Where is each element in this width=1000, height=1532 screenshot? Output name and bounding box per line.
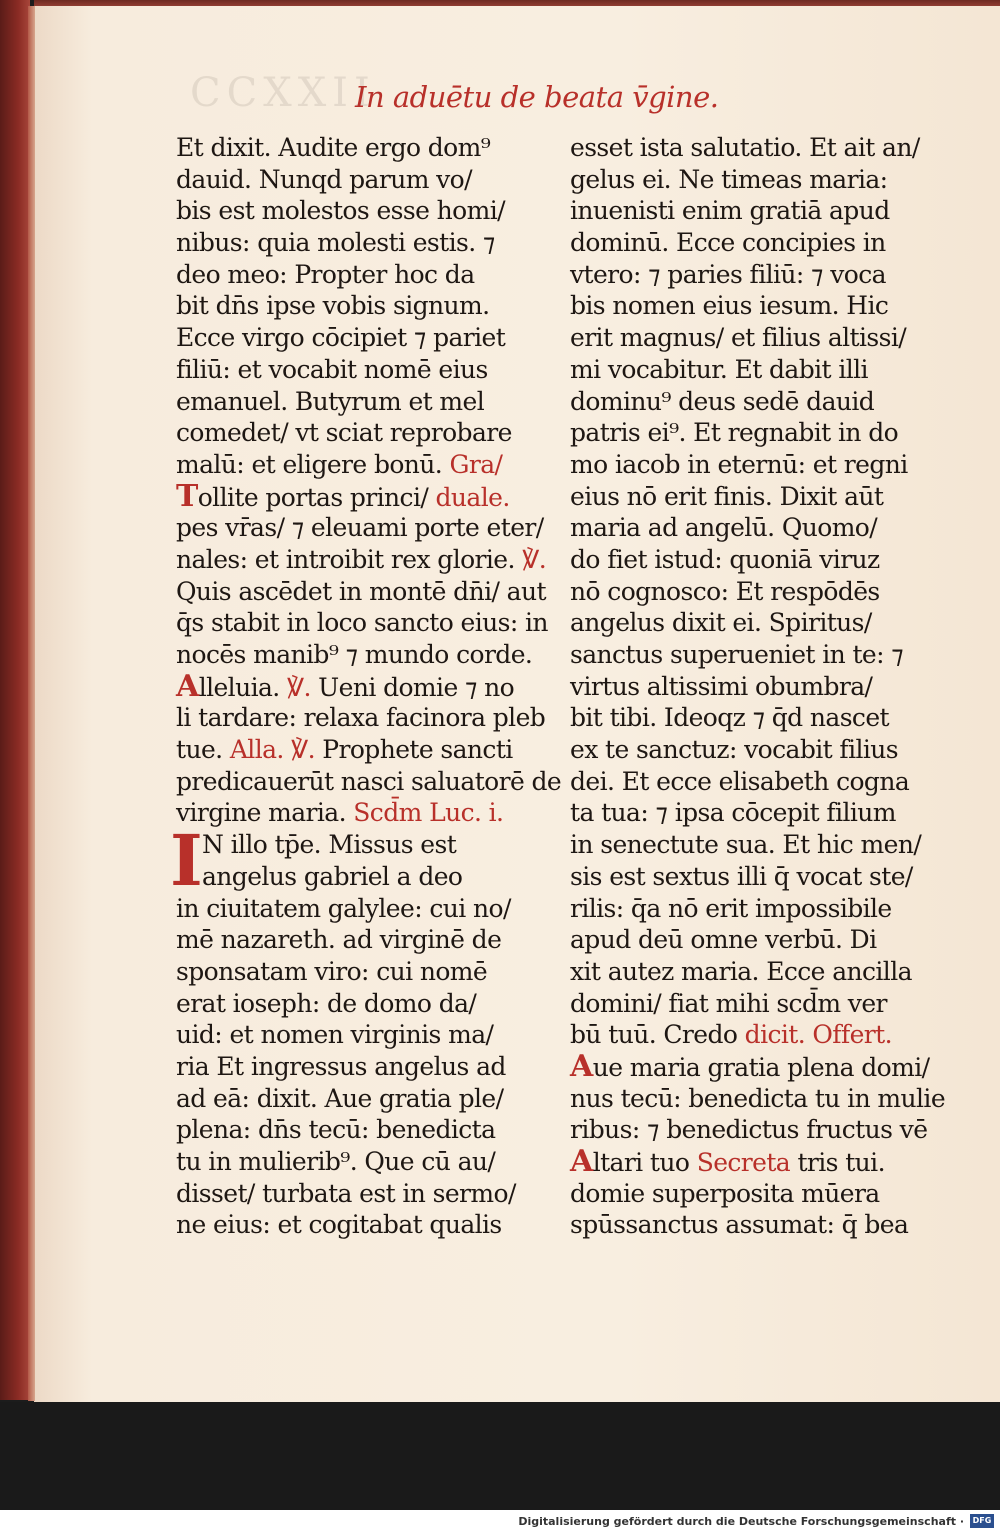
left-column-line bbox=[176, 829, 526, 861]
left-column-line bbox=[176, 1114, 526, 1146]
right-column-line bbox=[570, 449, 915, 481]
right-column-line bbox=[570, 702, 915, 734]
right-column-line bbox=[570, 893, 915, 925]
left-column-line bbox=[176, 734, 526, 766]
text-segment: virtus altissimi obumbra/ bbox=[570, 671, 873, 701]
right-column-line bbox=[570, 1048, 930, 1084]
left-column-line bbox=[176, 512, 544, 544]
text-segment: tu in mulierib⁹. Que cū au/ bbox=[176, 1147, 496, 1176]
red-initial: A bbox=[570, 1144, 593, 1179]
text-segment: eius nō erit finis. Dixit aūt bbox=[570, 481, 884, 511]
left-column-line bbox=[176, 1146, 526, 1178]
right-column-line bbox=[570, 861, 915, 893]
text-segment: mo iacob in eternū: et regni bbox=[570, 449, 908, 479]
right-column-line bbox=[570, 988, 915, 1020]
left-column-line bbox=[176, 893, 526, 925]
right-column-line bbox=[570, 417, 915, 449]
text-segment: inuenisti enim gratiā apud bbox=[570, 196, 890, 226]
text-segment: esset ista salutatio. Et ait an/ bbox=[570, 133, 920, 162]
gospel-initial: I bbox=[170, 819, 203, 902]
right-column-line bbox=[570, 924, 915, 956]
right-column-line bbox=[570, 1209, 915, 1241]
text-segment: spūssanctus assumat: q̄ bea bbox=[570, 1210, 909, 1240]
right-column-line bbox=[570, 829, 922, 861]
left-column-line bbox=[176, 544, 547, 576]
text-segment: predicauerūt nasci saluatorē de bbox=[176, 766, 562, 796]
text-segment: apud deū omne verbū. Di bbox=[570, 925, 877, 955]
text-segment: N illo tp̄e. Missus est bbox=[202, 830, 457, 860]
right-column-line bbox=[570, 1083, 946, 1115]
rubric-text: dicit. Offert. bbox=[744, 1020, 892, 1050]
right-column-line bbox=[570, 132, 920, 164]
rubric-text: ℣. bbox=[286, 672, 311, 702]
text-segment: in senectute sua. Et hic men/ bbox=[570, 830, 922, 860]
text-segment: sanctus superueniet in te: ⁊ bbox=[570, 640, 904, 669]
text-segment: Prophete sancti bbox=[314, 735, 513, 765]
red-initial: A bbox=[176, 668, 199, 704]
text-segment: ribus: ⁊ benedictus fructus vē bbox=[570, 1115, 928, 1145]
right-column-line bbox=[570, 481, 915, 513]
left-column-line bbox=[176, 354, 526, 386]
text-segment: domini/ fiat mihi scd̄m ver bbox=[570, 988, 887, 1018]
text-segment: deo meo: Propter hoc da bbox=[176, 259, 475, 289]
right-column-line bbox=[570, 734, 915, 766]
left-column-line bbox=[176, 478, 526, 514]
left-column-line bbox=[176, 1209, 526, 1241]
text-segment: xit autez maria. Ecce ancilla bbox=[570, 956, 912, 986]
rubric-text: duale. bbox=[435, 482, 510, 512]
text-segment: ex te sanctuz: vocabit filius bbox=[570, 735, 898, 765]
running-heading: In aduētu de beata v̄gine. bbox=[355, 80, 719, 114]
left-column-line bbox=[176, 290, 526, 322]
text-segment: dominu⁹ deus sedē dauid bbox=[570, 386, 875, 416]
text-segment: erit magnus/ et filius altissi/ bbox=[570, 323, 907, 353]
red-initial: A bbox=[570, 1048, 593, 1084]
text-segment: Ecce virgo cōcipiet ⁊ pariet bbox=[176, 323, 506, 353]
right-column-line bbox=[570, 1114, 928, 1146]
text-segment: bis nomen eius iesum. Hic bbox=[570, 291, 889, 321]
right-column-line bbox=[570, 354, 915, 386]
text-segment: Ueni domie ⁊ no bbox=[310, 672, 515, 702]
text-segment: in ciuitatem galylee: cui no/ bbox=[176, 893, 511, 923]
left-column-line bbox=[176, 668, 526, 704]
text-segment: dauid. Nunqd parum vo/ bbox=[176, 164, 472, 194]
text-segment: angelus gabriel a deo bbox=[202, 861, 463, 891]
text-segment: ne eius: et cogitabat qualis bbox=[176, 1210, 502, 1240]
left-column-line bbox=[176, 1083, 526, 1115]
text-segment: bis est molestos esse homi/ bbox=[176, 196, 505, 226]
text-segment: nibus: quia molesti estis. ⁊ bbox=[176, 228, 495, 258]
text-segment: dei. Et ecce elisabeth cogna bbox=[570, 766, 910, 796]
right-column-line bbox=[570, 195, 915, 227]
rubric-text: ℣. bbox=[522, 544, 547, 574]
right-column-line bbox=[570, 639, 915, 671]
text-segment: bit tibi. Ideoqz ⁊ q̄d nascet bbox=[570, 703, 889, 733]
left-column-line bbox=[176, 861, 526, 893]
text-segment: lleluia. bbox=[198, 672, 287, 702]
text-segment: ria Et ingressus angelus ad bbox=[176, 1051, 506, 1081]
right-column-line bbox=[570, 576, 915, 608]
left-column-line bbox=[176, 132, 526, 164]
text-segment: angelus dixit ei. Spiritus/ bbox=[570, 608, 872, 638]
left-column-line bbox=[176, 702, 546, 734]
right-column-line bbox=[570, 797, 915, 829]
left-column-line bbox=[176, 576, 546, 608]
right-column-line bbox=[570, 1146, 915, 1178]
text-segment: Et dixit. Audite ergo dom⁹ bbox=[176, 133, 491, 162]
text-segment: rilis: q̄a nō erit impossibile bbox=[570, 893, 892, 923]
left-column-line bbox=[176, 386, 526, 418]
text-segment: malū: et eligere bonū. bbox=[176, 449, 450, 479]
rubric-text: Secreta bbox=[696, 1148, 791, 1177]
right-column-line bbox=[570, 386, 915, 418]
text-segment: comedet/ vt sciat reprobare bbox=[176, 418, 512, 448]
left-column-line bbox=[176, 1178, 526, 1210]
rubric-text: Scd̄m Luc. i. bbox=[353, 798, 504, 828]
text-segment: emanuel. Butyrum et mel bbox=[176, 386, 485, 416]
text-segment: q̄s stabit in loco sancto eius: in bbox=[176, 608, 548, 638]
left-column-line bbox=[176, 1051, 526, 1083]
text-segment: do fiet istud: quoniā viruz bbox=[570, 544, 880, 574]
text-segment: maria ad angelū. Quomo/ bbox=[570, 513, 878, 543]
bleed-through-folio: CCXXII bbox=[190, 70, 376, 116]
right-column-line bbox=[570, 766, 915, 798]
right-column-line bbox=[570, 1019, 915, 1051]
text-segment: ue maria gratia plena domi/ bbox=[592, 1052, 930, 1082]
left-text-column bbox=[170, 132, 562, 1241]
text-segment: erat ioseph: de domo da/ bbox=[176, 988, 477, 1018]
left-column-line bbox=[176, 417, 526, 449]
right-column-line bbox=[570, 227, 915, 259]
left-column-line bbox=[176, 988, 526, 1020]
text-segment: mē nazareth. ad virginē de bbox=[176, 925, 502, 955]
text-segment: pes vr̄as/ ⁊ eleuami porte eter/ bbox=[176, 513, 544, 543]
text-segment: vtero: ⁊ paries filiū: ⁊ voca bbox=[570, 259, 886, 289]
left-column-line bbox=[176, 195, 526, 227]
footer-credit: Digitalisierung gefördert durch die Deutsche Forschungsgemeinschaft · bbox=[518, 1515, 964, 1528]
rubric-text: Alla. ℣. bbox=[229, 735, 315, 765]
text-segment: tue. bbox=[176, 735, 230, 765]
left-column-line bbox=[176, 164, 526, 196]
text-segment: patris ei⁹. Et regnabit in do bbox=[570, 418, 899, 448]
red-initial: T bbox=[176, 478, 198, 514]
text-segment: domie superposita mūera bbox=[570, 1178, 880, 1208]
right-column-line bbox=[570, 164, 915, 196]
text-segment: bit dn̄s ipse vobis signum. bbox=[176, 291, 490, 321]
left-column-line bbox=[176, 956, 526, 988]
left-column-line bbox=[176, 607, 548, 639]
text-segment: ad eā: dixit. Aue gratia ple/ bbox=[176, 1083, 504, 1113]
text-segment: sponsatam viro: cui nomē bbox=[176, 956, 488, 986]
text-segment: uid: et nomen virginis ma/ bbox=[176, 1020, 494, 1050]
text-segment: filiū: et vocabit nomē eius bbox=[176, 354, 488, 384]
text-segment: nocēs manib⁹ ⁊ mundo corde. bbox=[176, 640, 533, 669]
text-segment: dominū. Ecce concipies in bbox=[570, 228, 886, 258]
left-column-line bbox=[176, 797, 526, 829]
text-segment: plena: dn̄s tecū: benedicta bbox=[176, 1115, 496, 1145]
right-column-line bbox=[570, 544, 915, 576]
text-segment: tris tui. bbox=[790, 1148, 885, 1177]
left-column-line bbox=[176, 924, 526, 956]
text-segment: disset/ turbata est in sermo/ bbox=[176, 1178, 516, 1208]
text-segment: nō cognosco: Et respōdēs bbox=[570, 576, 880, 606]
text-segment: ltari tuo bbox=[592, 1148, 697, 1177]
right-column-line bbox=[570, 512, 915, 544]
text-segment: ta tua: ⁊ ipsa cōcepit filium bbox=[570, 798, 896, 828]
text-segment: Quis ascēdet in montē dn̄i/ aut bbox=[176, 576, 546, 606]
left-column-line bbox=[176, 639, 533, 671]
text-segment: virgine maria. bbox=[176, 798, 354, 828]
right-column-line bbox=[570, 671, 915, 703]
dfg-logo-icon: DFG bbox=[970, 1514, 994, 1528]
text-segment: ollite portas princi/ bbox=[197, 482, 436, 512]
right-column-line bbox=[570, 1178, 915, 1210]
right-column-line bbox=[570, 259, 915, 291]
left-column-line bbox=[176, 227, 526, 259]
left-column-line bbox=[176, 259, 526, 291]
text-segment: nus tecū: benedicta tu in mulie bbox=[570, 1083, 946, 1113]
text-segment: mi vocabitur. Et dabit illi bbox=[570, 354, 868, 384]
right-column-line bbox=[570, 322, 915, 354]
left-column-line bbox=[176, 766, 562, 798]
right-text-column bbox=[570, 132, 946, 1241]
page-fore-edge bbox=[28, 6, 35, 1401]
text-segment: li tardare: relaxa facinora pleb bbox=[176, 703, 546, 733]
book-cover-edge bbox=[0, 0, 30, 1400]
text-segment: bū tuū. Credo bbox=[570, 1020, 745, 1050]
text-segment: nales: et introibit rex glorie. bbox=[176, 544, 523, 574]
text-segment: sis est sextus illi q̄ vocat ste/ bbox=[570, 861, 913, 891]
right-column-line bbox=[570, 607, 915, 639]
left-column-line bbox=[176, 322, 526, 354]
text-segment: gelus ei. Ne timeas maria: bbox=[570, 164, 888, 194]
left-column-line bbox=[176, 1019, 526, 1051]
right-column-line bbox=[570, 290, 915, 322]
right-column-line bbox=[570, 956, 915, 988]
left-column-line bbox=[176, 449, 526, 481]
rubric-text: Gra/ bbox=[449, 449, 503, 479]
